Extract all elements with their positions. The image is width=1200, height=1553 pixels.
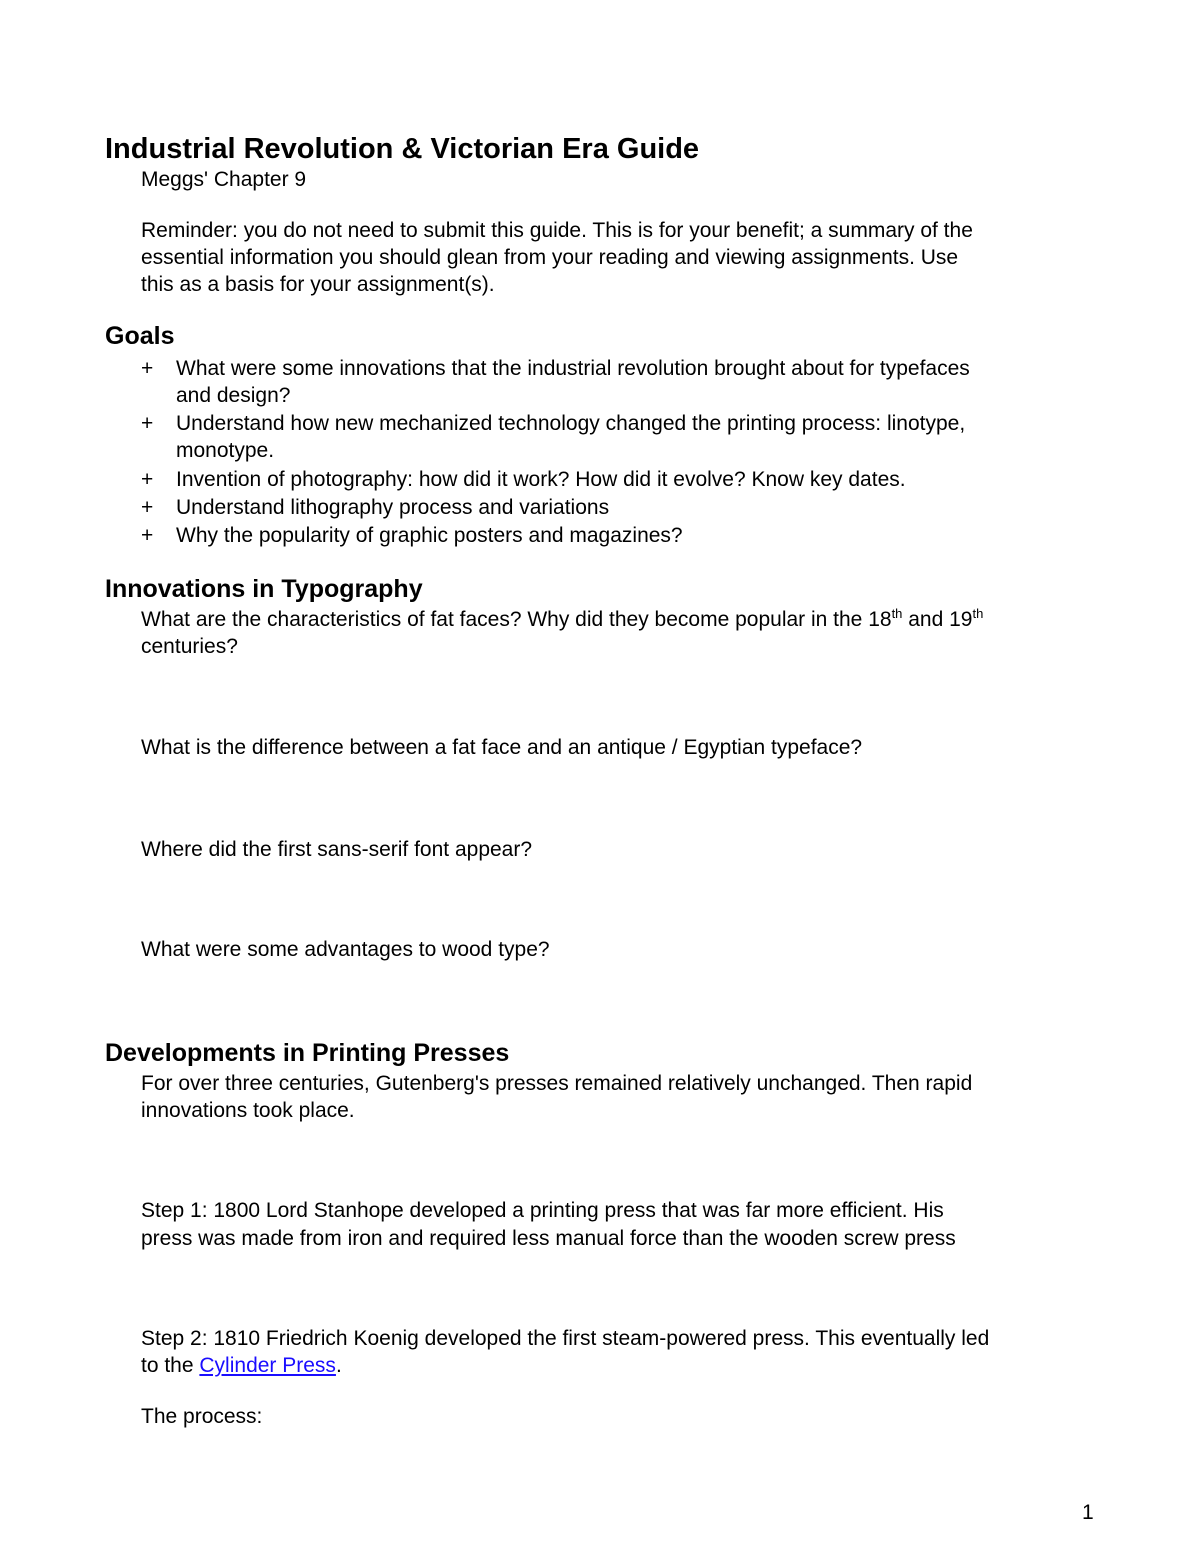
ordinal-superscript: th [891, 606, 903, 621]
goals-heading: Goals [105, 322, 175, 350]
plus-bullet-icon: + [141, 412, 154, 435]
reminder-line: essential information you should glean from your reading and viewing assignments. Use [141, 246, 959, 269]
presses-heading: Developments in Printing Presses [105, 1039, 510, 1067]
process-label: The process: [141, 1405, 263, 1428]
step-text: . [335, 1354, 342, 1377]
typography-question [141, 606, 983, 634]
press-step-2 [141, 1352, 342, 1380]
goal-item: Invention of photography: how did it work? How did it evolve? Know key dates. [176, 468, 906, 491]
question-text: What are the characteristics of fat faces? Why did they become popular in the 18 [141, 608, 892, 631]
reminder-line: this as a basis for your assignment(s). [141, 273, 495, 296]
cylinder-press-link[interactable]: Cylinder Press [199, 1354, 336, 1377]
reminder-line: Reminder: you do not need to submit this guide. This is for your benefit; a summary of the [141, 219, 973, 242]
goal-item: Why the popularity of graphic posters and magazines? [176, 524, 683, 547]
plus-bullet-icon: + [141, 524, 154, 547]
goal-item-continuation: and design? [176, 384, 291, 407]
typography-question-continuation: centuries? [141, 635, 238, 658]
goal-item-continuation: monotype. [176, 439, 275, 462]
document-title: Industrial Revolution & Victorian Era Guide [105, 133, 700, 165]
typography-question: What is the difference between a fat face and an antique / Egyptian typeface? [141, 736, 863, 759]
ordinal-superscript: th [972, 606, 984, 621]
question-text: and 19 [902, 608, 973, 631]
page-number: 1 [1082, 1501, 1094, 1524]
presses-intro: For over three centuries, Gutenberg's presses remained relatively unchanged. Then rapid [141, 1072, 973, 1095]
plus-bullet-icon: + [141, 468, 154, 491]
presses-intro: innovations took place. [141, 1099, 355, 1122]
document-subtitle: Meggs' Chapter 9 [141, 168, 307, 191]
typography-question: Where did the first sans-serif font appear? [141, 838, 533, 861]
goal-item: Understand lithography process and variations [176, 496, 610, 519]
press-step-1: Step 1: 1800 Lord Stanhope developed a printing press that was far more efficient. His [141, 1199, 944, 1222]
press-step-2: Step 2: 1810 Friedrich Koenig developed the first steam-powered press. This eventually led [141, 1327, 990, 1350]
step-text: to the [141, 1354, 200, 1377]
typography-heading: Innovations in Typography [105, 575, 423, 603]
goal-item: What were some innovations that the industrial revolution brought about for typefaces [176, 357, 970, 380]
press-step-1: press was made from iron and required less manual force than the wooden screw press [141, 1227, 956, 1250]
plus-bullet-icon: + [141, 496, 154, 519]
typography-question: What were some advantages to wood type? [141, 938, 550, 961]
plus-bullet-icon: + [141, 357, 154, 380]
goal-item: Understand how new mechanized technology changed the printing process: linotype, [176, 412, 966, 435]
